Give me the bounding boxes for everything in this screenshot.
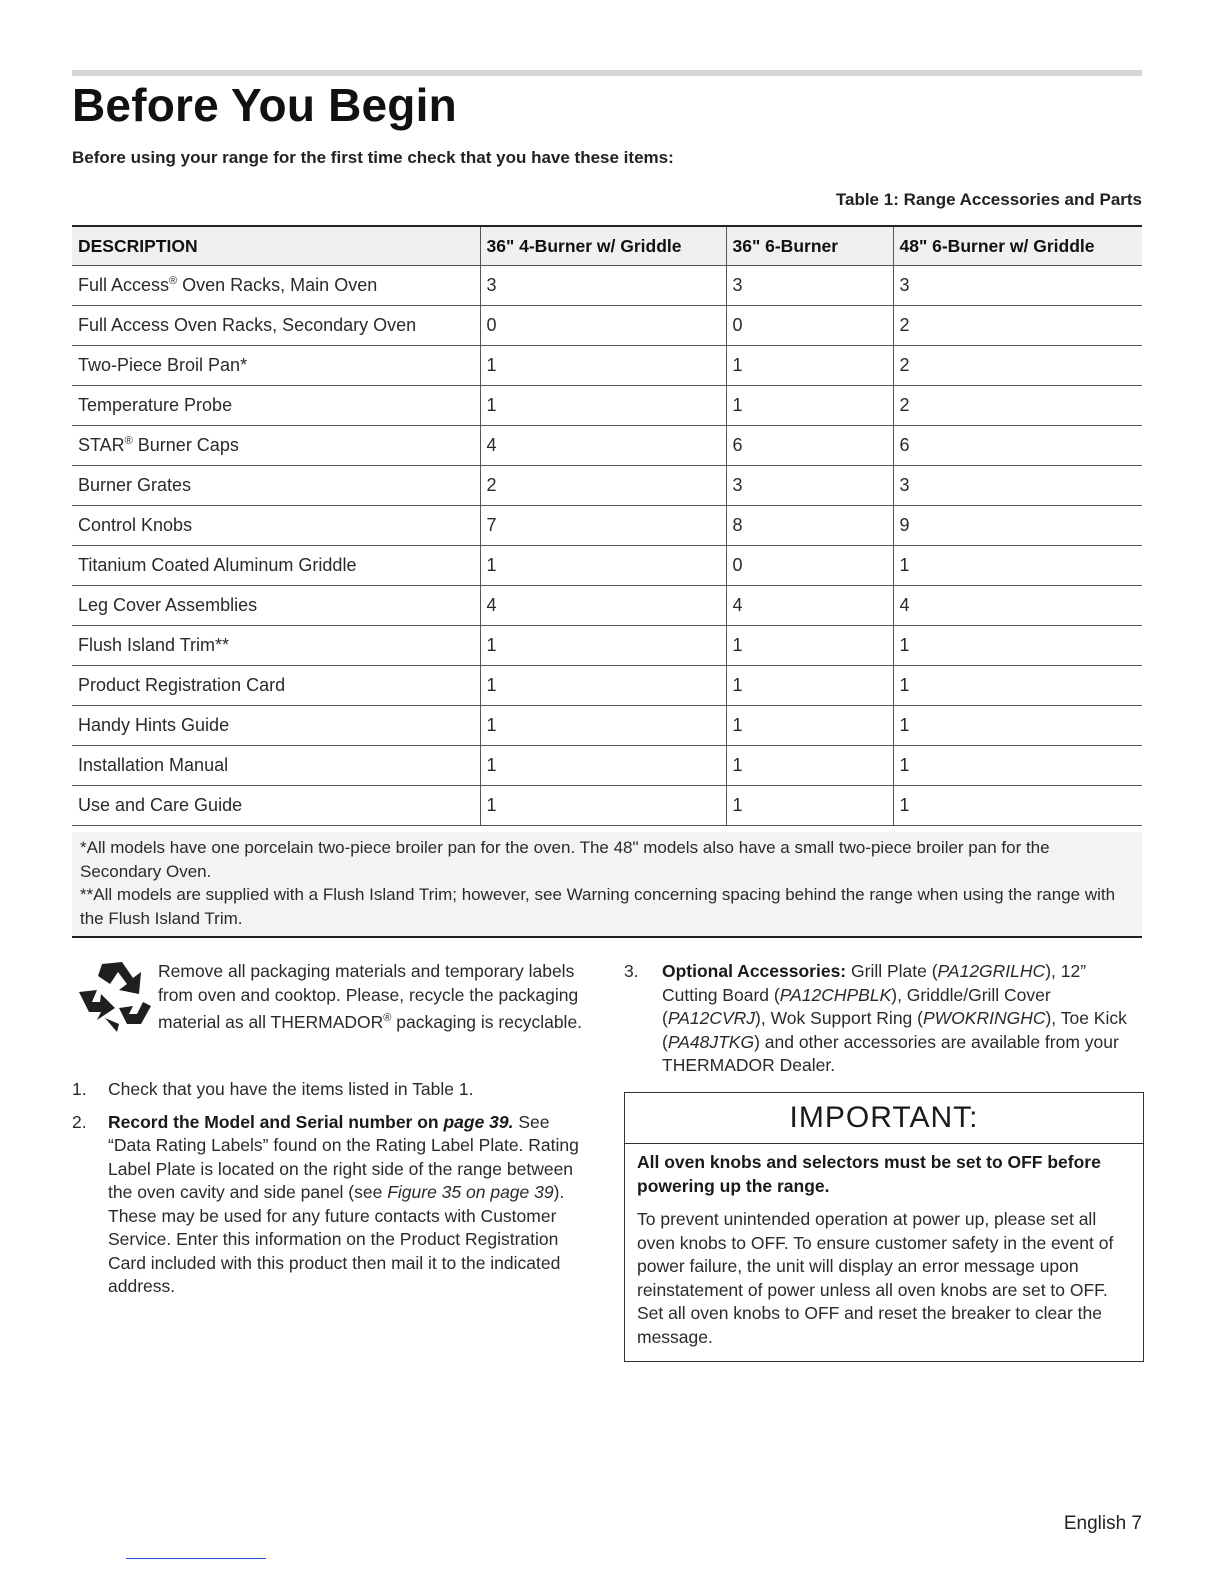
qty-36-6burner: 1: [726, 666, 893, 706]
qty-36-4burner: 3: [480, 266, 726, 306]
accessories-table: [72, 225, 1142, 826]
list-item: [72, 1078, 592, 1102]
optional-accessories: 3. Optional Accessories: Grill Plate (PA12GRILHC), 12” Cutting Board (PA12CHPBLK), Griddle/Grill Cover (PA12CVRJ), Wok Support Ring (PWOKRINGHC), Toe Kick (PA48JTKG) and other accessories are available from your THERMADOR Dealer.: [624, 961, 1127, 1075]
item-description: Full Access® Oven Racks, Main Oven: [72, 266, 480, 306]
qty-36-4burner: 1: [480, 746, 726, 786]
qty-36-4burner: 1: [480, 666, 726, 706]
header-rule: [72, 70, 1142, 76]
step-number: 2.: [72, 1111, 87, 1132]
qty-36-6burner: 1: [726, 386, 893, 426]
qty-48-6burner: 1: [893, 626, 1142, 666]
steps-list: [72, 1078, 592, 1308]
bottom-rule: [126, 1558, 266, 1559]
important-heading: IMPORTANT:: [625, 1093, 1143, 1144]
qty-48-6burner: 1: [893, 546, 1142, 586]
qty-36-6burner: 1: [726, 626, 893, 666]
item-description: Flush Island Trim**: [72, 626, 480, 666]
qty-48-6burner: 1: [893, 746, 1142, 786]
qty-36-6burner: 1: [726, 746, 893, 786]
step-number: 1.: [72, 1079, 87, 1099]
page-number: English 7: [1063, 1513, 1142, 1534]
table-row: [72, 346, 1142, 386]
qty-48-6burner: 3: [893, 466, 1142, 506]
qty-36-6burner: 1: [726, 786, 893, 826]
table-header-row: [72, 226, 1142, 266]
column-header: 36" 4-Burner w/ Griddle: [480, 226, 726, 266]
qty-36-6burner: 0: [726, 546, 893, 586]
table-row: [72, 746, 1142, 786]
model-number: PA12GRILHC: [937, 961, 1046, 981]
qty-36-4burner: 1: [480, 386, 726, 426]
table-row: [72, 306, 1142, 346]
column-header: 36" 6-Burner: [726, 226, 893, 266]
footnote-broiler-pan: *All models have one porcelain two-piece broiler pan for the oven. The 48" models also have a small two-piece broiler pan for the Secondary Oven.: [80, 838, 1050, 881]
item-description: Product Registration Card: [72, 666, 480, 706]
qty-48-6burner: 4: [893, 586, 1142, 626]
qty-48-6burner: 2: [893, 306, 1142, 346]
intro-text: Before using your range for the first time check that you have these items:: [72, 148, 674, 167]
table-row: [72, 506, 1142, 546]
important-warning: All oven knobs and selectors must be set to OFF before powering up the range.: [637, 1152, 1101, 1196]
qty-36-4burner: 0: [480, 306, 726, 346]
model-number: PWOKRINGHC: [922, 1008, 1046, 1028]
qty-48-6burner: 2: [893, 346, 1142, 386]
qty-36-6burner: 4: [726, 586, 893, 626]
item-description: Titanium Coated Aluminum Griddle: [72, 546, 480, 586]
item-description: Burner Grates: [72, 466, 480, 506]
recycle-instructions: Remove all packaging materials and temporary labels from oven and cooktop. Please, recycle the packaging material as all THERMADOR® packaging is recyclable.: [158, 961, 583, 1032]
qty-48-6burner: 2: [893, 386, 1142, 426]
qty-48-6burner: 1: [893, 706, 1142, 746]
qty-36-4burner: 1: [480, 786, 726, 826]
table-row: [72, 386, 1142, 426]
page-title: Before You Begin: [72, 79, 457, 131]
qty-36-4burner: 4: [480, 586, 726, 626]
qty-36-6burner: 6: [726, 426, 893, 466]
qty-36-4burner: 1: [480, 346, 726, 386]
column-header: 48" 6-Burner w/ Griddle: [893, 226, 1142, 266]
item-description: Handy Hints Guide: [72, 706, 480, 746]
qty-48-6burner: 3: [893, 266, 1142, 306]
qty-36-4burner: 1: [480, 706, 726, 746]
qty-36-6burner: 3: [726, 266, 893, 306]
table-row: [72, 626, 1142, 666]
table-row: [72, 786, 1142, 826]
figure-reference: Figure 35 on page 39: [387, 1182, 554, 1202]
qty-36-4burner: 1: [480, 546, 726, 586]
list-item: 2. Record the Model and Serial number on page 39. See “Data Rating Labels” found on the Rating Label Plate. Rating Label Plate is located on the right side of the range between the oven cavity and side panel (see Figure 35 on page 39). These may be used for any future contacts with Customer Service. Enter this information on the Product Registration Card included with this product then mail it to the indicated address.: [72, 1111, 579, 1296]
optional-label: Optional Accessories:: [662, 961, 847, 981]
qty-36-4burner: 2: [480, 466, 726, 506]
important-body: To prevent unintended operation at power up, please set all oven knobs to OFF. To ensure customer safety in the event of power failure, the unit will display an error message upon reinstatement of power unless all oven knobs are set to OFF. Set all oven knobs to OFF and reset the breaker to clear the message.: [637, 1209, 1114, 1347]
item-description: STAR® Burner Caps: [72, 426, 480, 466]
table-row: [72, 266, 1142, 306]
item-description: Leg Cover Assemblies: [72, 586, 480, 626]
qty-36-6burner: 0: [726, 306, 893, 346]
important-notice: [624, 1092, 1144, 1362]
item-description: Full Access Oven Racks, Secondary Oven: [72, 306, 480, 346]
table-caption: Table 1: Range Accessories and Parts: [835, 190, 1142, 209]
table-footnotes: [72, 832, 1142, 938]
item-description: Control Knobs: [72, 506, 480, 546]
qty-36-6burner: 3: [726, 466, 893, 506]
model-number: PA48JTKG: [667, 1031, 755, 1052]
table-row: [72, 546, 1142, 586]
table-row: [72, 706, 1142, 746]
item-description: Temperature Probe: [72, 386, 480, 426]
qty-36-4burner: 1: [480, 626, 726, 666]
table-row: [72, 426, 1142, 466]
model-number: PA12CHPBLK: [779, 984, 892, 1005]
column-header: DESCRIPTION: [72, 226, 480, 266]
table-row: [72, 466, 1142, 506]
qty-36-4burner: 7: [480, 506, 726, 546]
qty-36-6burner: 1: [726, 346, 893, 386]
qty-48-6burner: 6: [893, 426, 1142, 466]
footnote-island-trim: **All models are supplied with a Flush Island Trim; however, see Warning concerning spacing behind the range when using the range with the Flush Island Trim.: [80, 885, 1116, 928]
qty-36-6burner: 1: [726, 706, 893, 746]
step-number: 3.: [624, 961, 639, 981]
recycle-icon: [75, 958, 155, 1036]
item-description: Use and Care Guide: [72, 786, 480, 826]
item-description: Two-Piece Broil Pan*: [72, 346, 480, 386]
qty-36-4burner: 4: [480, 426, 726, 466]
qty-48-6burner: 1: [893, 786, 1142, 826]
qty-36-6burner: 8: [726, 506, 893, 546]
step-text: Check that you have the items listed in Table 1.: [108, 1079, 474, 1099]
qty-48-6burner: 1: [893, 666, 1142, 706]
page-reference: page 39.: [443, 1111, 514, 1132]
qty-48-6burner: 9: [893, 506, 1142, 546]
model-number: PA12CVRJ: [667, 1008, 756, 1028]
table-row: [72, 666, 1142, 706]
item-description: Installation Manual: [72, 746, 480, 786]
table-row: [72, 586, 1142, 626]
